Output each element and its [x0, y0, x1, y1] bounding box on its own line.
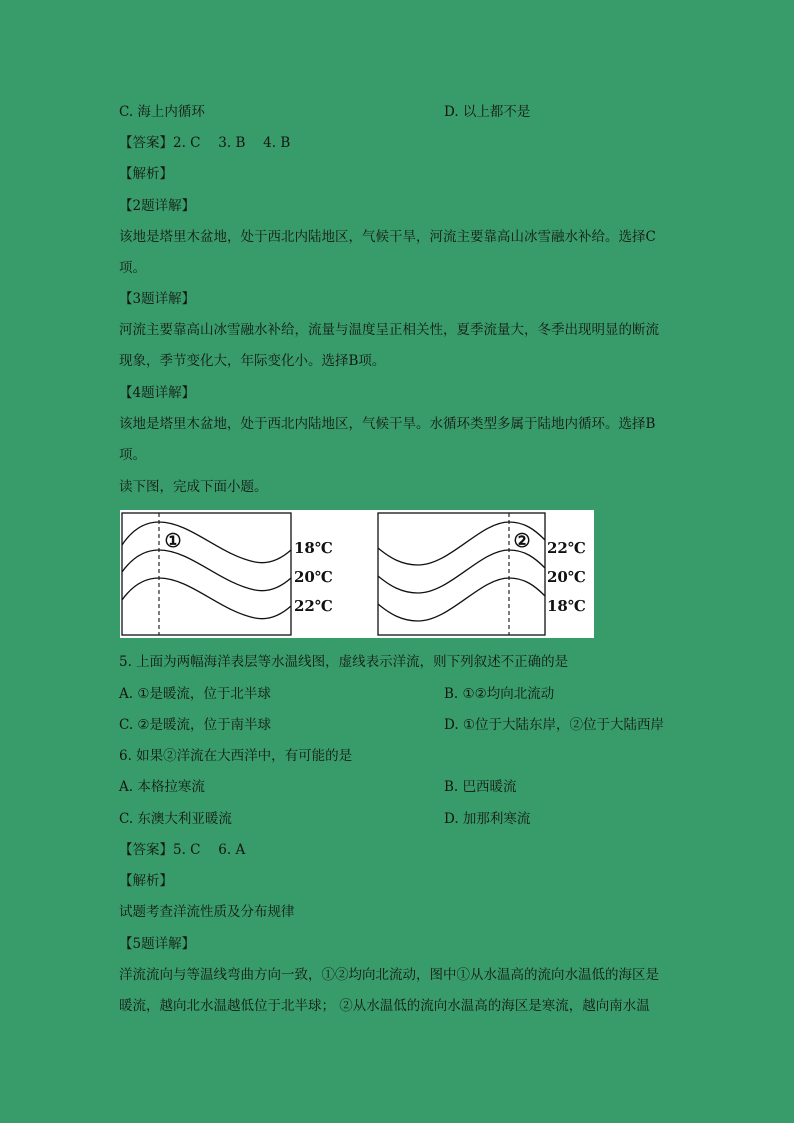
left-isotherm-panel — [122, 513, 333, 635]
q5-stem: 5. 上面为两幅海洋表层等水温线图，虚线表示洋流，则下列叙述不正确的是 — [119, 654, 569, 670]
left-isotherm-1 — [122, 522, 291, 563]
left-isotherm-2 — [122, 550, 291, 591]
option-c: C. 海上内循环 — [119, 104, 205, 120]
left-label-top: 18℃ — [294, 539, 333, 557]
q2-detail-text: 该地是塔里木盆地，处于西北内陆地区，气候干旱，河流主要靠高山冰雪融水补给。选择C — [119, 229, 656, 245]
q6-option-a: A. 本格拉寒流 — [119, 779, 205, 795]
left-label-bottom: 22℃ — [294, 597, 333, 615]
right-isotherm-2 — [378, 550, 545, 593]
q1-options-row — [119, 102, 679, 122]
isotherm-figure — [120, 510, 594, 638]
right-isotherm-panel — [378, 513, 586, 635]
q4-detail-heading: 【4题详解】 — [119, 385, 196, 401]
q3-detail-text: 河流主要靠高山冰雪融水补给，流量与温度呈正相关性，夏季流量大，冬季出现明显的断流 — [119, 322, 659, 338]
q5-option-c: C. ②是暖流，位于南半球 — [119, 717, 272, 733]
left-label-middle: 20℃ — [294, 568, 333, 586]
read-figure-instruction: 读下图，完成下面小题。 — [119, 479, 268, 495]
analysis-heading-2: 【解析】 — [119, 873, 173, 889]
answer-line-2: 【答案】5. C 6. A — [119, 842, 246, 858]
q6-option-d: D. 加那利寒流 — [444, 811, 531, 827]
q5-detail-text: 洋流流向与等温线弯曲方向一致，①②均向北流动，图中①从水温高的流向水温低的海区是 — [119, 967, 659, 983]
q5-detail-heading: 【5题详解】 — [119, 936, 196, 952]
right-current-marker: ② — [513, 530, 531, 552]
q3-detail-heading: 【3题详解】 — [119, 291, 196, 307]
q5-option-d: D. ①位于大陆东岸，②位于大陆西岸 — [444, 717, 665, 733]
q2-detail-text-cont: 项。 — [119, 260, 146, 276]
q6-option-c: C. 东澳大利亚暖流 — [119, 811, 232, 827]
q5-detail-text-cont: 暖流，越向北水温越低位于北半球； ②从水温低的流向水温高的海区是寒流，越向南水温 — [119, 998, 650, 1014]
q4-detail-text: 该地是塔里木盆地，处于西北内陆地区，气候干旱。水循环类型多属于陆地内循环。选择B — [119, 416, 656, 432]
q5-option-a: A. ①是暖流，位于北半球 — [119, 686, 271, 702]
q5-option-b: B. ①②均向北流动 — [444, 686, 555, 702]
right-isotherm-3 — [378, 578, 545, 621]
q6-stem: 6. 如果②洋流在大西洋中，有可能的是 — [119, 748, 353, 764]
q3-detail-text-cont: 现象，季节变化大，年际变化小。选择B项。 — [119, 353, 386, 369]
analysis-heading: 【解析】 — [119, 166, 173, 182]
option-d: D. 以上都不是 — [444, 104, 531, 120]
left-current-marker: ① — [164, 530, 182, 552]
right-label-bottom: 18℃ — [547, 597, 586, 615]
right-label-middle: 20℃ — [547, 568, 586, 586]
test-point-text: 试题考查洋流性质及分布规律 — [119, 904, 295, 920]
left-isotherm-3 — [122, 578, 291, 619]
right-label-top: 22℃ — [547, 539, 586, 557]
q2-detail-heading: 【2题详解】 — [119, 198, 196, 214]
q4-detail-text-cont: 项。 — [119, 447, 146, 463]
answer-line: 【答案】2. C 3. B 4. B — [119, 135, 291, 151]
q6-option-b: B. 巴西暖流 — [444, 779, 517, 795]
